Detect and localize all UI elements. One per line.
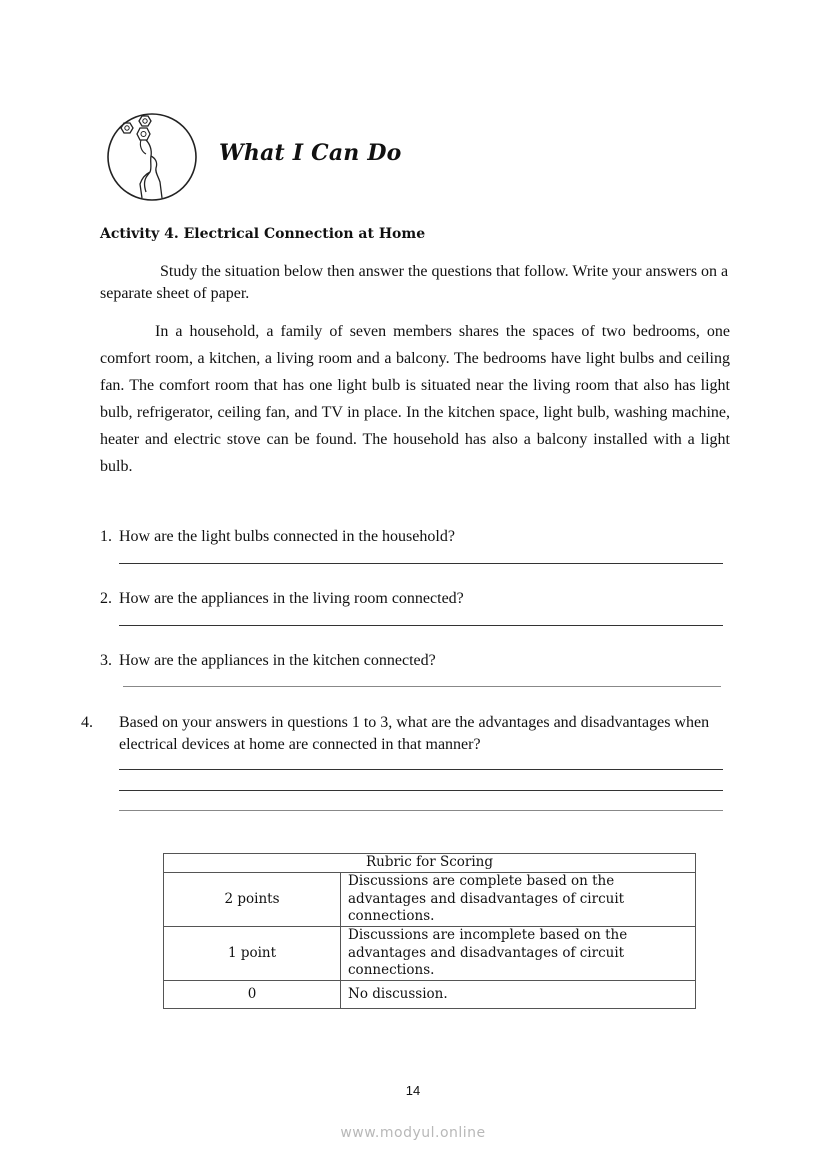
instructions-text: Study the situation below then answer the questions that follow. Write your answers on a separate sheet of paper. bbox=[100, 263, 729, 302]
rubric-description: No discussion. bbox=[341, 981, 696, 1009]
answer-line-1[interactable] bbox=[119, 563, 723, 564]
rubric-points: 2 points bbox=[164, 873, 341, 927]
answer-line-4b[interactable] bbox=[119, 790, 723, 791]
section-title: What I Can Do bbox=[219, 140, 402, 166]
question-text: How are the light bulbs connected in the household? bbox=[119, 528, 455, 545]
answer-line-4c[interactable] bbox=[119, 810, 723, 811]
answer-line-4a[interactable] bbox=[119, 769, 723, 770]
answer-line-3[interactable] bbox=[123, 686, 721, 687]
situation-paragraph: In a household, a family of seven members shares the spaces of two bedrooms, one comfort room, a kitchen, a living room and a balcony. The bedrooms have light bulbs and ceiling fan. The comfort room that has one light bulb is situated near the living room that also has light bulb, refrigerator, ceiling fan, and TV in place. In the kitchen space, light bulb, washing machine, heater and electric stove can be found. The household has also a balcony installed with a light bulb. bbox=[100, 323, 730, 475]
rubric-description: Discussions are incomplete based on the advantages and disadvantages of circuit connections. bbox=[341, 927, 696, 981]
rubric-table bbox=[163, 853, 696, 1009]
question-3 bbox=[100, 650, 436, 672]
rubric-points: 1 point bbox=[164, 927, 341, 981]
table-row bbox=[164, 981, 696, 1009]
rubric-title: Rubric for Scoring bbox=[164, 854, 696, 873]
table-row bbox=[164, 927, 696, 981]
question-1 bbox=[100, 526, 455, 548]
question-number: 1. bbox=[100, 528, 112, 545]
question-text: Based on your answers in questions 1 to 3, what are the advantages and disadvantages when electrical devices at home are connected in that manner? bbox=[119, 714, 710, 753]
question-text: How are the appliances in the kitchen connected? bbox=[119, 652, 436, 669]
question-number: 4. bbox=[81, 714, 93, 731]
activity-heading: Activity 4. Electrical Connection at Home bbox=[100, 226, 426, 242]
hand-holding-nuts-icon bbox=[106, 112, 200, 202]
question-2 bbox=[100, 588, 464, 610]
question-number: 3. bbox=[100, 652, 112, 669]
question-text: How are the appliances in the living room connected? bbox=[119, 590, 464, 607]
rubric-points: 0 bbox=[164, 981, 341, 1009]
watermark: www.modyul.online bbox=[340, 1125, 486, 1141]
rubric-description: Discussions are complete based on the advantages and disadvantages of circuit connections. bbox=[341, 873, 696, 927]
page-number: 14 bbox=[405, 1083, 421, 1098]
answer-line-2[interactable] bbox=[119, 625, 723, 626]
table-row bbox=[164, 873, 696, 927]
question-4 bbox=[81, 712, 749, 756]
question-number: 2. bbox=[100, 590, 112, 607]
